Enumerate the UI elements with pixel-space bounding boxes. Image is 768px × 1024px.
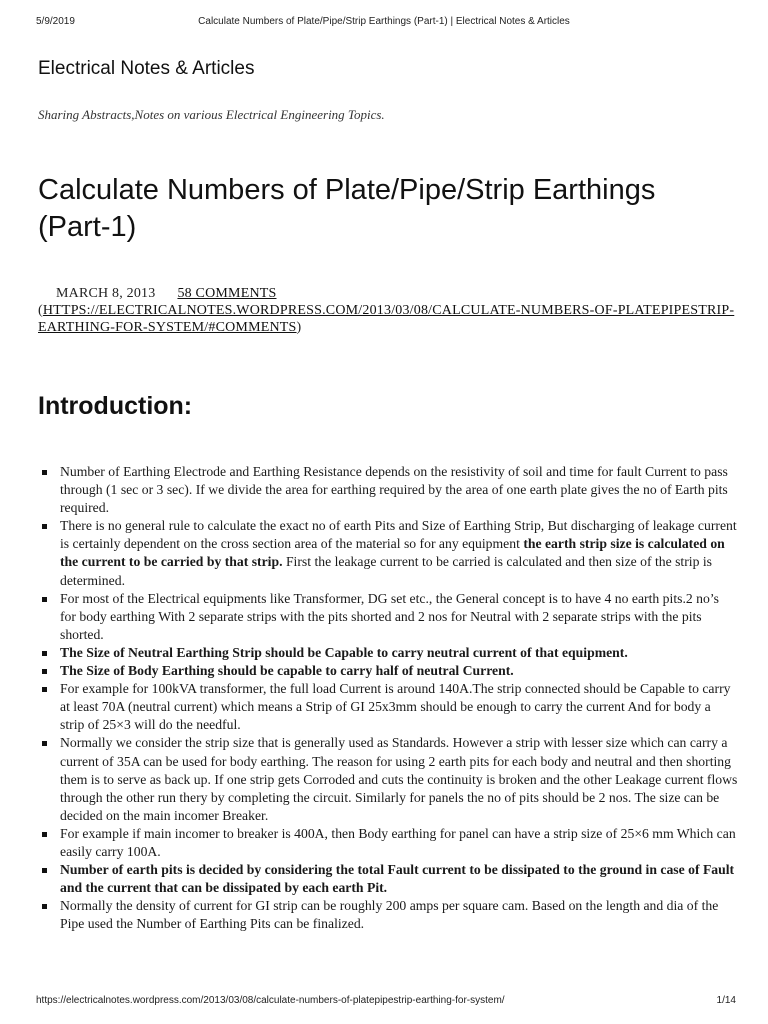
post-title: Calculate Numbers of Plate/Pipe/Strip Earthings (Part-1) [38,174,656,243]
list-item [38,590,738,644]
list-item-bold-text: The Size of Neutral Earthing Strip should be Capable to carry neutral current of that equipment. [60,644,628,660]
post-meta [38,285,738,336]
list-item-text: Number of Earthing Electrode and Earthing Resistance depends on the resistivity of soil and time for fault Current to pass through (1 sec or 3 sec). If we divide the area for earthing required by the area of one earth plate gives the no of Earth pits required. [60,464,728,516]
comments-url-link[interactable]: HTTPS://ELECTRICALNOTES.WORDPRESS.COM/2013/03/08/CALCULATE-NUMBERS-OF-PLATEPIPESTRIP-EARTHING-FOR-SYSTEM/#COMMENTS [38,303,735,335]
list-item-text: For example if main incomer to breaker is 400A, then Body earthing for panel can have a strip size of 25×6 mm Which can easily carry 100A. [60,825,736,859]
post-date: MARCH 8, 2013 [56,286,156,301]
list-item [38,825,738,861]
list-item [38,861,738,897]
list-item [38,680,738,734]
list-item [38,463,738,517]
list-item [38,734,738,824]
comments-link[interactable]: 58 COMMENTS [177,286,277,301]
comments-url-open-paren: ( [38,303,43,318]
list-item-bold-text: Number of earth pits is decided by considering the total Fault current to be dissipated to the ground in case of Fault and the current that can be dissipated by each earth Pit. [60,862,735,896]
list-item-text: First the leakage current to be carried is calculated and then size of the strip is determined. [60,554,712,588]
print-date: 5/9/2019 [36,16,75,27]
list-item [38,644,738,662]
list-item-text: For most of the Electrical equipments like Transformer, DG set etc., the General concept is to have 4 no earth pits.2 no’s for body earthing With 2 separate strips with the pits shorted and 2 nos for Neutral with 2 separate strips with the pits shorted. [60,590,719,642]
list-item [38,897,738,933]
print-page-number: 1/14 [716,995,736,1006]
list-item [38,662,738,680]
list-item-bold-text: the earth strip size is calculated on the current to be carried by that strip. [60,536,725,570]
list-item-text: There is no general rule to calculate the exact no of earth Pits and Size of Earthing Strip, But discharging of leakage current is certainly dependent on the cross section area of the material so for any equipment [60,518,737,552]
site-tagline: Sharing Abstracts,Notes on various Electrical Engineering Topics. [38,107,385,122]
print-url: https://electricalnotes.wordpress.com/2013/03/08/calculate-numbers-of-platepipestrip-earthing-for-system/ [36,995,505,1006]
list-item-text: Normally the density of current for GI strip can be roughly 200 amps per square cam. Based on the length and dia of the Pipe used the Number of Earthing Pits can be finalized. [60,898,719,932]
list-item-text: Normally we consider the strip size that is generally used as Standards. However a strip with lesser size which can carry a current of 35A can be used for body earthing. The reason for using 2 earth pits for each body and neutral and then shorting them is to serve as back up. If one strip gets Corroded and cuts the continuity is broken and the other Leakage current flows through the other run thery by completing the circuit. Similarly for panels the no of pits should be 2 nos. The size can be decided on the main incomer Breaker. [60,735,738,823]
introduction-list [38,463,738,933]
section-heading: Introduction: [38,392,193,420]
list-item-bold-text: The Size of Body Earthing should be capable to carry half of neutral Current. [60,663,514,679]
site-title-link[interactable]: Electrical Notes & Articles [38,58,255,79]
list-item [38,517,738,589]
print-page-title: Calculate Numbers of Plate/Pipe/Strip Earthings (Part-1) | Electrical Notes & Articles [198,16,570,27]
list-item-text: For example for 100kVA transformer, the full load Current is around 140A.The strip connected should be Capable to carry at least 70A (neutral current) which means a Strip of GI 25x3mm should be enough to carry the current And for body a strip of 25×3 will do the needful. [60,681,731,733]
comments-url-close-paren: ) [296,320,302,335]
